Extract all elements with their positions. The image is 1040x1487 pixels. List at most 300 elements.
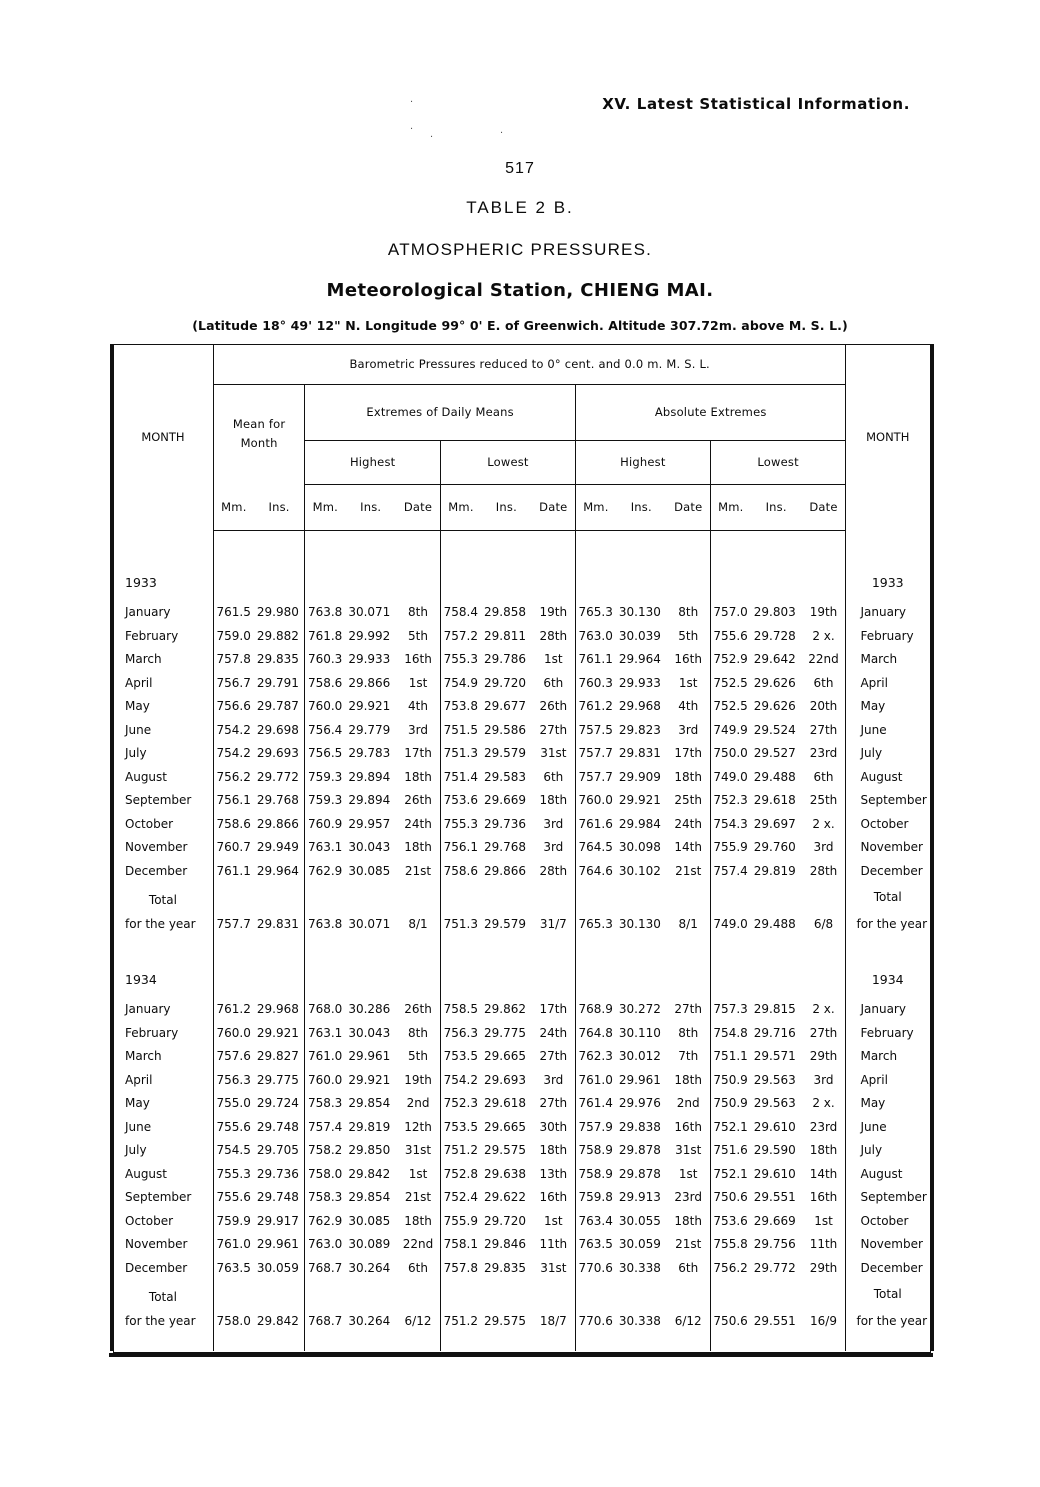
abs-high-mm: 757.7 [578,769,613,784]
mean-mm: 755.3 [216,1166,251,1181]
total-blank-cell [345,1280,396,1310]
spacer-cell [345,936,396,962]
abs-low-ins: 29.524 [753,722,796,737]
year-blank-cell [667,962,711,998]
mean-ins: 29.787 [254,695,305,719]
running-head: XV. Latest Statistical Information. [602,95,910,113]
total-blank-cell [305,883,346,913]
spacer-cell [441,936,482,962]
month-label-right: April [860,1072,888,1087]
total-for-year-right: for the year [856,916,928,931]
abs-high-mm: 764.8 [578,1025,613,1040]
table-row [113,1139,929,1163]
daily-low-mm: 751.5 [443,722,478,737]
daily-high-mm: 758.2 [307,1143,343,1158]
total-values-row [113,912,929,936]
table-row [113,695,929,719]
abs-low-mm: 752.5 [713,699,748,714]
total-blank-cell [667,883,711,913]
month-label-right: October [860,816,909,831]
spacer-cell [305,1333,346,1351]
daily-high-date: 3rd [396,718,440,742]
daily-low-ins: 29.638 [484,1166,526,1181]
abs-low-mm: 755.6 [713,628,748,643]
total-blank-cell [575,1280,616,1310]
spacer-cell [575,936,616,962]
total-blank-cell [213,1280,254,1310]
table-row [113,1186,929,1210]
daily-high-date: 6th [396,1256,440,1280]
mean-mm: 763.5 [216,1260,251,1275]
spacer-cell [254,1333,305,1351]
spacer-cell [213,1333,254,1351]
abs-high-ins: 30.012 [618,1049,661,1064]
abs-high-mm: 763.5 [578,1237,613,1252]
total-daily-low-date: 31/7 [532,912,576,936]
daily-low-ins: 29.665 [484,1049,526,1064]
total-blank-cell [616,883,667,913]
spacer-cell [254,530,305,565]
year-blank-cell [575,565,616,601]
abs-low-date: 2 x. [802,1092,846,1116]
header-mean-for: Mean for [232,416,286,431]
mean-ins: 29.724 [254,1092,305,1116]
month-label-right: March [860,1049,898,1064]
year-blank-cell [616,962,667,998]
total-mean-mm: 758.0 [216,1313,251,1328]
daily-high-mm: 763.8 [307,605,343,620]
month-label-left: February [113,1021,213,1045]
abs-low-mm: 750.6 [713,1190,748,1205]
month-label-right: May [860,699,886,714]
abs-high-ins: 29.913 [618,1190,661,1205]
abs-low-date: 28th [802,859,846,883]
daily-low-ins: 29.583 [484,769,526,784]
abs-low-date: 3rd [802,1068,846,1092]
total-blank-cell [254,1280,305,1310]
total-label-right: Total [873,1287,902,1302]
month-label-right: June [860,1119,887,1134]
abs-high-ins: 29.921 [618,793,661,808]
daily-low-mm: 758.5 [443,1002,478,1017]
month-label-left: March [113,648,213,672]
abs-high-mm: 763.0 [578,628,613,643]
abs-high-date: 16th [667,648,711,672]
daily-low-date: 27th [532,1092,576,1116]
year-blank-cell [213,565,254,601]
abs-high-date: 2nd [667,1092,711,1116]
abs-low-ins: 29.760 [753,840,796,855]
abs-high-ins: 30.102 [618,863,661,878]
abs-high-ins: 29.933 [618,675,661,690]
mean-ins: 29.748 [254,1186,305,1210]
abs-low-date: 22nd [802,648,846,672]
daily-low-ins: 29.736 [484,816,526,831]
daily-low-mm: 753.5 [443,1049,478,1064]
month-label-left: December [113,1256,213,1280]
header-mean-month: Month [240,436,278,451]
abs-high-mm: 768.9 [578,1002,613,1017]
header-banner: Barometric Pressures reduced to 0° cent. and 0.0 m. M. S. L. [213,344,846,384]
mean-mm: 761.5 [216,605,251,620]
daily-low-mm: 758.1 [443,1237,478,1252]
month-label-right: April [860,675,888,690]
header-units-row [113,484,929,530]
abs-low-ins: 29.571 [753,1049,796,1064]
header-month-left: MONTH [113,344,213,530]
year-blank-cell [305,962,346,998]
daily-low-date: 31st [532,742,576,766]
table-row [113,624,929,648]
month-label-right: December [860,1260,923,1275]
mean-ins: 29.748 [254,1115,305,1139]
year-blank-cell [802,565,846,601]
daily-low-date: 6th [532,671,576,695]
abs-high-ins: 29.878 [618,1143,661,1158]
daily-low-date: 28th [532,624,576,648]
daily-low-date: 18th [532,1139,576,1163]
abs-high-date: 23rd [667,1186,711,1210]
abs-low-ins: 29.697 [753,816,796,831]
daily-high-ins: 30.085 [348,863,391,878]
daily-high-mm: 763.1 [307,840,343,855]
daily-low-date: 16th [532,1186,576,1210]
abs-low-ins: 29.527 [753,746,796,761]
month-label-right: October [860,1213,909,1228]
abs-low-ins: 29.563 [753,1072,796,1087]
spacer-cell [710,1333,751,1351]
mean-ins: 29.917 [254,1209,305,1233]
total-abs-low-date: 6/8 [802,912,846,936]
table-row [113,648,929,672]
total-abs-high-ins: 30.130 [618,916,661,931]
daily-low-date: 11th [532,1233,576,1257]
year-blank-cell [305,565,346,601]
abs-high-date: 8th [667,601,711,625]
daily-low-date: 31st [532,1256,576,1280]
month-label-left: June [113,718,213,742]
abs-low-date: 2 x. [802,624,846,648]
mean-mm: 756.2 [216,769,251,784]
daily-high-date: 26th [396,998,440,1022]
mean-mm: 757.6 [216,1049,251,1064]
year-row [113,962,929,998]
daily-low-ins: 29.811 [484,628,526,643]
daily-low-mm: 752.3 [443,1096,478,1111]
daily-high-date: 26th [396,789,440,813]
month-label-right: September [860,793,927,808]
month-label-right: May [860,1096,886,1111]
year-blank-cell [802,962,846,998]
total-blank-cell [254,883,305,913]
mean-mm: 756.7 [216,675,251,690]
abs-low-ins: 29.626 [753,699,796,714]
daily-high-ins: 30.286 [348,1002,391,1017]
daily-low-date: 17th [532,998,576,1022]
mean-ins: 29.705 [254,1139,305,1163]
daily-low-ins: 29.618 [484,1096,526,1111]
year-blank-cell [532,565,576,601]
total-daily-high-ins: 30.071 [348,916,391,931]
abs-high-mm: 757.5 [578,722,613,737]
header-dl-ins: Ins. [481,484,532,530]
abs-high-date: 18th [667,1209,711,1233]
daily-low-mm: 752.4 [443,1190,478,1205]
abs-low-date: 25th [802,789,846,813]
daily-low-ins: 29.693 [484,1072,526,1087]
total-abs-high-date: 8/1 [667,912,711,936]
header-daily-highest: Highest [305,440,441,484]
total-abs-low-ins: 29.551 [753,1313,796,1328]
scan-speck: . [410,93,414,105]
daily-low-date: 18th [532,789,576,813]
month-label-right: August [860,769,903,784]
mean-mm: 755.6 [216,1119,251,1134]
table-row [113,859,929,883]
month-label-left: July [113,1139,213,1163]
total-blank-cell [396,883,440,913]
scan-speck: . [500,124,504,136]
spacer-cell [213,936,254,962]
abs-low-mm: 750.9 [713,1096,748,1111]
abs-low-date: 11th [802,1233,846,1257]
total-abs-high-mm: 770.6 [578,1313,613,1328]
header-mean-mm: Mm. [213,484,254,530]
header-al-date: Date [802,484,846,530]
abs-low-date: 20th [802,695,846,719]
abs-high-date: 17th [667,742,711,766]
table-row [113,742,929,766]
year-blank-cell [213,962,254,998]
total-label-left: Total [113,883,213,913]
abs-high-mm: 761.0 [578,1072,613,1087]
abs-high-ins: 29.984 [618,816,661,831]
daily-low-mm: 755.3 [443,652,478,667]
daily-low-date: 28th [532,859,576,883]
abs-high-ins: 29.878 [618,1166,661,1181]
month-label-right: November [860,1237,923,1252]
daily-low-date: 3rd [532,1068,576,1092]
abs-low-mm: 757.4 [713,863,748,878]
daily-high-mm: 762.9 [307,1213,343,1228]
spacer-cell [441,530,482,565]
spacer-cell [345,1333,396,1351]
mean-mm: 755.0 [216,1096,251,1111]
mean-mm: 754.2 [216,746,251,761]
daily-high-ins: 29.961 [348,1049,391,1064]
spacer-cell [254,936,305,962]
total-daily-low-date: 18/7 [532,1309,576,1333]
abs-high-date: 1st [667,1162,711,1186]
abs-low-mm: 755.9 [713,840,748,855]
abs-high-mm: 757.7 [578,746,613,761]
total-daily-high-date: 8/1 [396,912,440,936]
total-label-right: Total [873,890,902,905]
daily-high-mm: 763.1 [307,1025,343,1040]
abs-low-date: 23rd [802,1115,846,1139]
daily-high-ins: 30.089 [348,1237,391,1252]
mean-ins: 30.059 [254,1256,305,1280]
total-blank-cell [532,883,576,913]
mean-ins: 29.827 [254,1045,305,1069]
abs-low-ins: 29.626 [753,675,796,690]
mean-ins: 29.961 [254,1233,305,1257]
table-row [113,1209,929,1233]
year-blank-cell [254,962,305,998]
abs-low-mm: 749.0 [713,769,748,784]
daily-low-mm: 751.4 [443,769,478,784]
total-blank-cell [710,1280,751,1310]
total-blank-cell [481,1280,532,1310]
header-al-ins: Ins. [751,484,802,530]
abs-high-date: 4th [667,695,711,719]
spacer-cell [802,1333,846,1351]
year-blank-cell [481,565,532,601]
daily-high-date: 1st [396,1162,440,1186]
daily-high-ins: 29.894 [348,793,391,808]
daily-low-ins: 29.720 [484,1213,526,1228]
spacer-row [113,1333,929,1351]
daily-high-date: 8th [396,1021,440,1045]
daily-high-mm: 757.4 [307,1119,343,1134]
abs-low-ins: 29.756 [753,1237,796,1252]
daily-low-mm: 758.6 [443,863,478,878]
abs-low-mm: 757.0 [713,605,748,620]
total-mean-ins: 29.831 [254,912,305,936]
daily-high-date: 18th [396,1209,440,1233]
spacer-cell [481,936,532,962]
total-blank-cell [575,883,616,913]
abs-high-date: 31st [667,1139,711,1163]
header-daily-lowest: Lowest [441,440,576,484]
month-label-left: May [113,1092,213,1116]
daily-low-date: 27th [532,718,576,742]
daily-low-ins: 29.586 [484,722,526,737]
daily-high-ins: 29.921 [348,699,391,714]
daily-high-date: 2nd [396,1092,440,1116]
table-row [113,836,929,860]
daily-high-ins: 29.819 [348,1119,391,1134]
daily-high-ins: 30.085 [348,1213,391,1228]
daily-high-mm: 759.3 [307,769,343,784]
month-label-right: June [860,722,887,737]
table-row [113,1233,929,1257]
daily-high-date: 21st [396,1186,440,1210]
daily-low-mm: 754.2 [443,1072,478,1087]
daily-low-ins: 29.579 [484,746,526,761]
total-blank-cell [616,1280,667,1310]
abs-high-ins: 30.338 [618,1260,661,1275]
spacer-row [113,936,929,962]
spacer-row [113,530,929,565]
spacer-cell [751,1333,802,1351]
month-label-left: September [113,1186,213,1210]
daily-high-mm: 760.0 [307,699,343,714]
mean-mm: 758.6 [216,816,251,831]
month-label-left: December [113,859,213,883]
abs-high-mm: 761.4 [578,1096,613,1111]
daily-low-mm: 757.2 [443,628,478,643]
abs-high-date: 14th [667,836,711,860]
abs-high-ins: 30.098 [618,840,661,855]
daily-high-ins: 29.866 [348,675,391,690]
coordinates-line: (Latitude 18° 49' 12" N. Longitude 99° 0' E. of Greenwich. Altitude 307.72m. above M. S. L.) [192,318,848,333]
spacer-cell [481,530,532,565]
abs-high-mm: 758.9 [578,1143,613,1158]
daily-low-ins: 29.575 [484,1143,526,1158]
daily-high-mm: 768.0 [307,1002,343,1017]
spacer-cell [396,936,440,962]
daily-high-date: 17th [396,742,440,766]
abs-high-mm: 763.4 [578,1213,613,1228]
mean-mm: 760.0 [216,1025,251,1040]
spacer-cell [113,936,213,962]
spacer-cell [575,530,616,565]
abs-low-mm: 749.9 [713,722,748,737]
month-label-right: January [860,1002,906,1017]
mean-mm: 761.2 [216,1002,251,1017]
mean-ins: 29.949 [254,836,305,860]
month-label-right: February [860,628,914,643]
daily-high-date: 18th [396,765,440,789]
year-blank-cell [710,565,751,601]
abs-low-date: 29th [802,1045,846,1069]
daily-low-ins: 29.720 [484,675,526,690]
year-blank-cell [667,565,711,601]
abs-high-mm: 761.2 [578,699,613,714]
total-blank-cell [213,883,254,913]
spacer-cell [846,1333,929,1351]
daily-low-ins: 29.669 [484,793,526,808]
total-label-row [113,883,929,913]
table-row [113,1068,929,1092]
total-blank-cell [802,1280,846,1310]
spacer-cell [481,1333,532,1351]
daily-high-mm: 760.3 [307,652,343,667]
daily-high-mm: 761.8 [307,628,343,643]
table-row [113,1115,929,1139]
month-label-left: May [113,695,213,719]
abs-high-date: 27th [667,998,711,1022]
abs-low-date: 2 x. [802,998,846,1022]
total-abs-low-date: 16/9 [802,1309,846,1333]
year-blank-cell [710,962,751,998]
spacer-cell [345,530,396,565]
abs-low-date: 27th [802,1021,846,1045]
daily-low-date: 1st [532,1209,576,1233]
daily-high-mm: 758.3 [307,1096,343,1111]
daily-low-date: 30th [532,1115,576,1139]
abs-low-ins: 29.610 [753,1119,796,1134]
total-label-left: Total [113,1280,213,1310]
mean-ins: 29.698 [254,718,305,742]
daily-low-date: 24th [532,1021,576,1045]
daily-low-ins: 29.677 [484,699,526,714]
month-label-left: August [113,1162,213,1186]
daily-low-ins: 29.846 [484,1237,526,1252]
year-label-right: 1933 [871,575,904,590]
total-mean-ins: 29.842 [254,1309,305,1333]
daily-high-ins: 29.779 [348,722,391,737]
total-mean-mm: 757.7 [216,916,251,931]
abs-low-ins: 29.819 [753,863,796,878]
abs-high-ins: 30.110 [618,1025,661,1040]
abs-low-ins: 29.772 [753,1260,796,1275]
spacer-cell [667,1333,711,1351]
abs-high-date: 18th [667,765,711,789]
abs-high-date: 24th [667,812,711,836]
abs-high-ins: 29.823 [618,722,661,737]
